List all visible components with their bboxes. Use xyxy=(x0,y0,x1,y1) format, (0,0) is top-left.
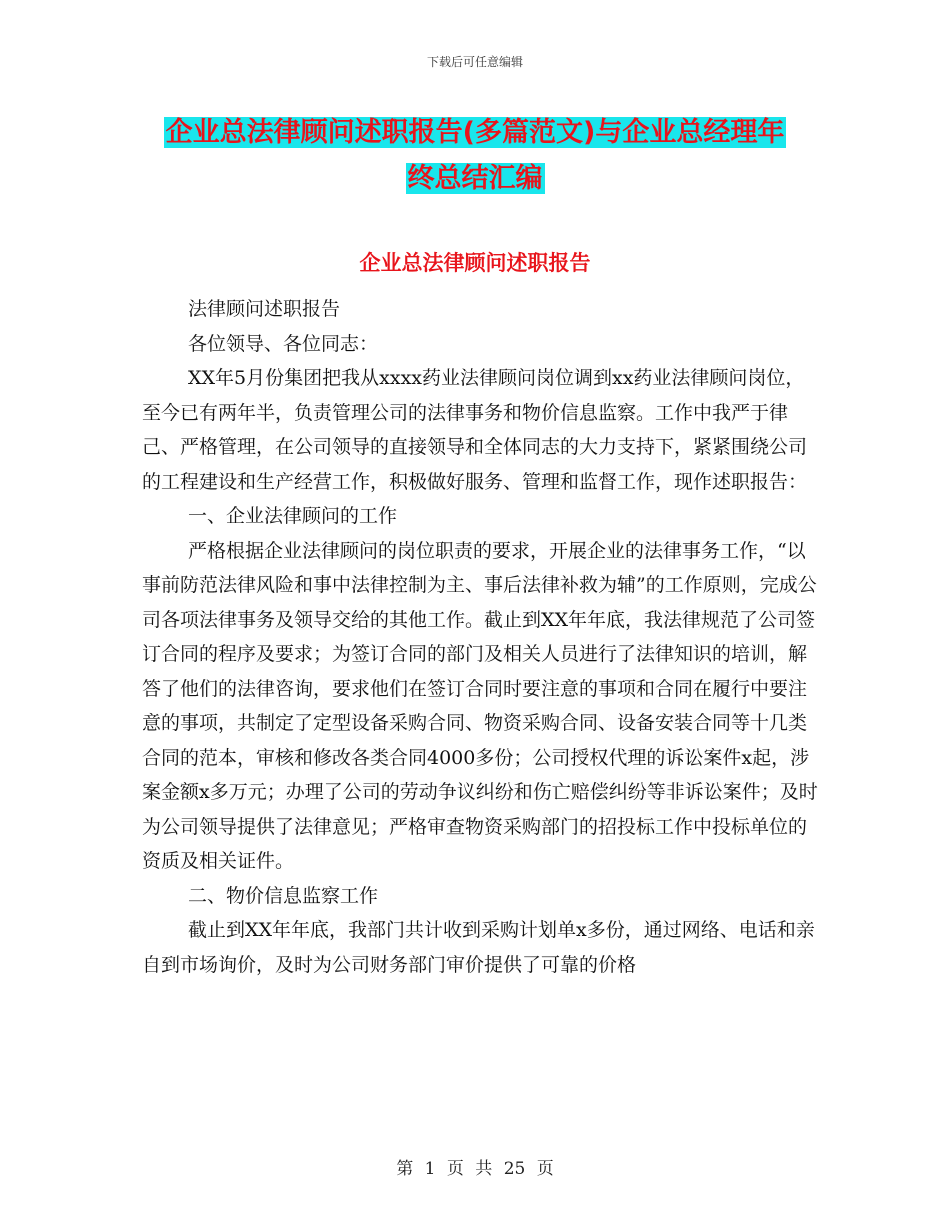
section-title: 企业总法律顾问述职报告 xyxy=(359,251,591,275)
main-title-line-2: 终总结汇编 xyxy=(407,163,543,194)
heading-legal-counsel-work: 一、企业法律顾问的工作 xyxy=(188,505,398,527)
heading-price-supervision: 二、物价信息监察工作 xyxy=(188,884,379,907)
paragraph-price-supervision: 截止到XX年年底，我部门共计收到采购计划单x多份，通过网络、电话和亲自到市场询价，及时为公司财务部门审价提供了可靠的价格 xyxy=(142,919,815,976)
header-note: 下载后可任意编辑 xyxy=(426,55,523,69)
paragraph-intro: XX年5月份集团把我从xxxx药业法律顾问岗位调到xx药业法律顾问岗位，至今已有两年半，负责管理公司的法律事务和物价信息监察。工作中我严于律己、严格管理，在公司领导的直接领导和全体同志的大力支持下，紧紧围绕公司的工程建设和生产经营工作，积极做好服务、管理和监督工作，现作述职报告： xyxy=(142,367,808,493)
document-body xyxy=(142,292,822,982)
document-main-title xyxy=(0,110,950,202)
main-title-line-1: 企业总法律顾问述职报告(多篇范文)与企业总经理年 xyxy=(165,117,785,148)
paragraph-salutation: 各位领导、各位同志： xyxy=(188,332,379,355)
paragraph-report-title: 法律顾问述职报告 xyxy=(188,298,341,320)
paragraph-legal-counsel-work: 严格根据企业法律顾问的岗位职责的要求，开展企业的法律事务工作，“以事前防范法律风险和事中法律控制为主、事后法律补救为辅”的工作原则，完成公司各项法律事务及领导交给的其他工作。截止到XX年年底，我法律规范了公司签订合同的程序及要求；为签订合同的部门及相关人员进行了法律知识的培训，解答了他们的法律咨询，要求他们在签订合同时要注意的事项和合同在履行中要注意的事项，共制定了定型设备采购合同、物资采购合同、设备安装合同等十几类合同的范本，审核和修改各类合同4000多份；公司授权代理的诉讼案件x起，涉案金额x多万元；办理了公司的劳动争议纠纷和伤亡赔偿纠纷等非诉讼案件；及时为公司领导提供了法律意见；严格审查物资采购部门的招投标工作中投标单位的资质及相关证件。 xyxy=(142,539,818,872)
page-number-footer: 第 1 页 共 25 页 xyxy=(396,1159,554,1179)
